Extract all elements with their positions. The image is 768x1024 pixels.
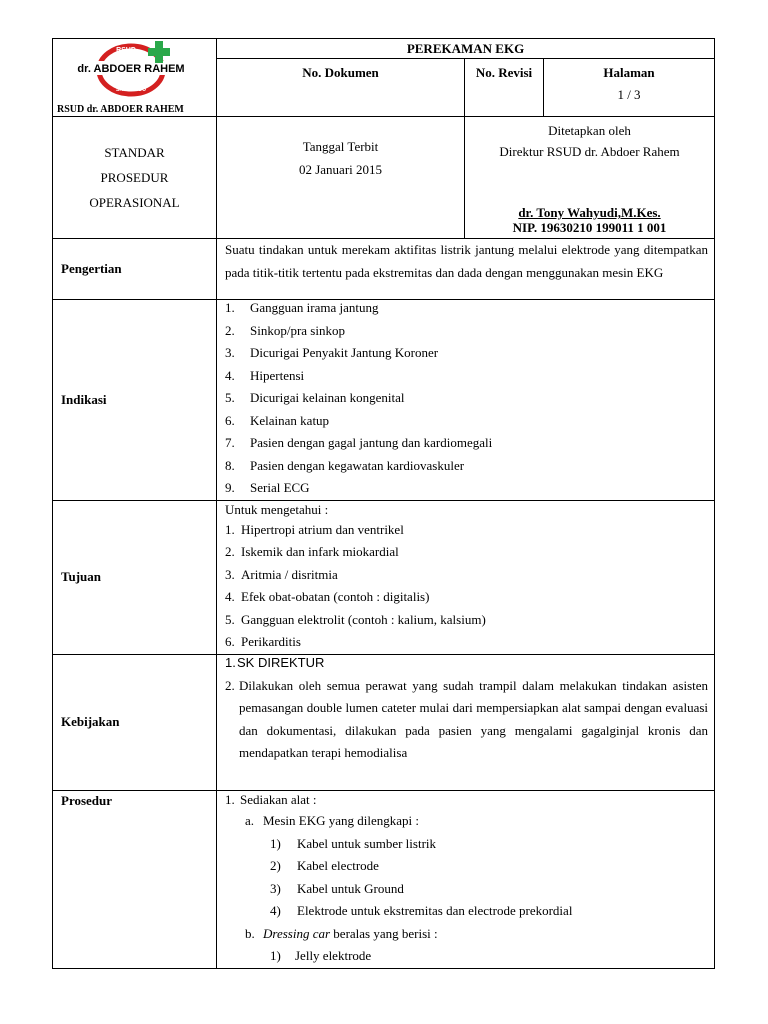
- prosedur-item-b: b. Dressing car beralas yang berisi :: [245, 925, 438, 941]
- tujuan-item: 5. Gangguan elektrolit (contoh : kalium, kalsium): [225, 611, 486, 627]
- doc-title: PEREKAMAN EKG: [217, 39, 715, 59]
- logo-name: dr. ABDOER RAHEM: [77, 63, 185, 75]
- kebijakan-block: [217, 654, 715, 790]
- hospital-label: RSUD dr. ABDOER RAHEM: [57, 104, 184, 115]
- tujuan-item: 3. Aritmia / disritmia: [225, 566, 338, 582]
- prosedur-block: [217, 790, 715, 968]
- prosedur-b-item: 1) Jelly elektrode: [270, 948, 372, 963]
- kebijakan-label: Kebijakan: [53, 654, 217, 790]
- indikasi-item: 9. Serial ECG: [225, 480, 310, 495]
- pengertian-label: Pengertian: [53, 239, 217, 300]
- hospital-cross-logo-icon: [71, 41, 211, 97]
- prosedur-a-item: 1) Kabel untuk sumber listrik: [270, 835, 437, 851]
- sop-table: [52, 38, 715, 969]
- indikasi-label: Indikasi: [53, 300, 217, 501]
- no-dokumen-header: No. Dokumen: [217, 59, 465, 117]
- pengertian-text: Suatu tindakan untuk merekam aktifitas listrik jantung melalui elektrode yang ditempatkan pada titik-titik tertentu pada ekstremitas dan dada dengan menggunakan mesin EKG: [217, 239, 715, 300]
- kebijakan-item-1: 1. SK DIREKTUR: [225, 654, 325, 670]
- prosedur-a-item: 3) Kabel untuk Ground: [270, 880, 404, 896]
- tanggal-terbit: [217, 117, 465, 239]
- prosedur-item-1: 1. Sediakan alat :: [225, 791, 317, 807]
- direktur: Direktur RSUD dr. Abdoer Rahem: [499, 144, 680, 159]
- tanggal-value: 02 Januari 2015: [298, 162, 383, 177]
- indikasi-item: 2. Sinkop/pra sinkop: [225, 322, 345, 338]
- tujuan-block: [217, 500, 715, 654]
- tujuan-label: Tujuan: [53, 500, 217, 654]
- no-revisi-header: No. Revisi: [465, 59, 544, 117]
- indikasi-list: [217, 300, 715, 501]
- hospital-logo: [71, 41, 211, 97]
- indikasi-item: 6. Kelainan katup: [225, 412, 330, 428]
- logo-arc-bottom: SITUBONDO: [116, 87, 146, 93]
- indikasi-item: 8. Pasien dengan kegawatan kardiovaskuler: [225, 457, 465, 473]
- tanggal-label: Tanggal Terbit: [302, 139, 379, 154]
- tujuan-intro: Untuk mengetahui :: [225, 501, 329, 517]
- halaman-value: 1 / 3: [617, 87, 641, 102]
- halaman-header: [544, 59, 715, 117]
- sop-title: STANDAR PROSEDUR OPERASIONAL: [53, 117, 217, 239]
- tujuan-item: 4. Efek obat-obatan (contoh : digitalis): [225, 589, 430, 604]
- tujuan-item: 1. Hipertropi atrium dan ventrikel: [225, 521, 404, 537]
- tujuan-item: 2. Iskemik dan infark miokardial: [225, 544, 399, 559]
- prosedur-a-item: 4) Elektrode untuk ekstremitas dan electrode prekordial: [270, 903, 573, 918]
- indikasi-item: 7. Pasien dengan gagal jantung dan kardiomegali: [225, 435, 493, 450]
- indikasi-item: 3. Dicurigai Penyakit Jantung Koroner: [225, 345, 439, 360]
- indikasi-item: 1. Gangguan irama jantung: [225, 300, 379, 315]
- prosedur-item-a: a. Mesin EKG yang dilengkapi :: [245, 812, 419, 828]
- prosedur-a-item: 2) Kabel electrode: [270, 858, 379, 873]
- ditetapkan-block: Ditetapkan oleh Direktur RSUD dr. Abdoer Rahem dr. Tony Wahyudi,M.Kes. NIP. 19630210 199011 1 001: [465, 117, 715, 239]
- logo-cell: [53, 39, 217, 117]
- indikasi-item: 4. Hipertensi: [225, 367, 305, 383]
- halaman-label: Halaman: [603, 65, 655, 80]
- signer-nip: NIP. 19630210 199011 1 001: [512, 220, 667, 235]
- tujuan-item: 6. Perikarditis: [225, 634, 301, 649]
- indikasi-item: 5. Dicurigai kelainan kongenital: [225, 390, 405, 405]
- logo-arc-top: RSUD: [116, 47, 136, 54]
- signer-name: dr. Tony Wahyudi,M.Kes.: [518, 205, 661, 220]
- kebijakan-item-2: 2. Dilakukan oleh semua perawat yang sudah trampil dalam melakukan tindakan asisten pemasangan double lumen cateter mulai dari mempersiapkan alat sampai dengan evaluasi dan dokumentasi, dilakukan pada pasien yang mengalami gagalginjal kronis dan mendapatkan terapi hemodialisa: [225, 677, 709, 761]
- prosedur-label: Prosedur: [53, 790, 217, 968]
